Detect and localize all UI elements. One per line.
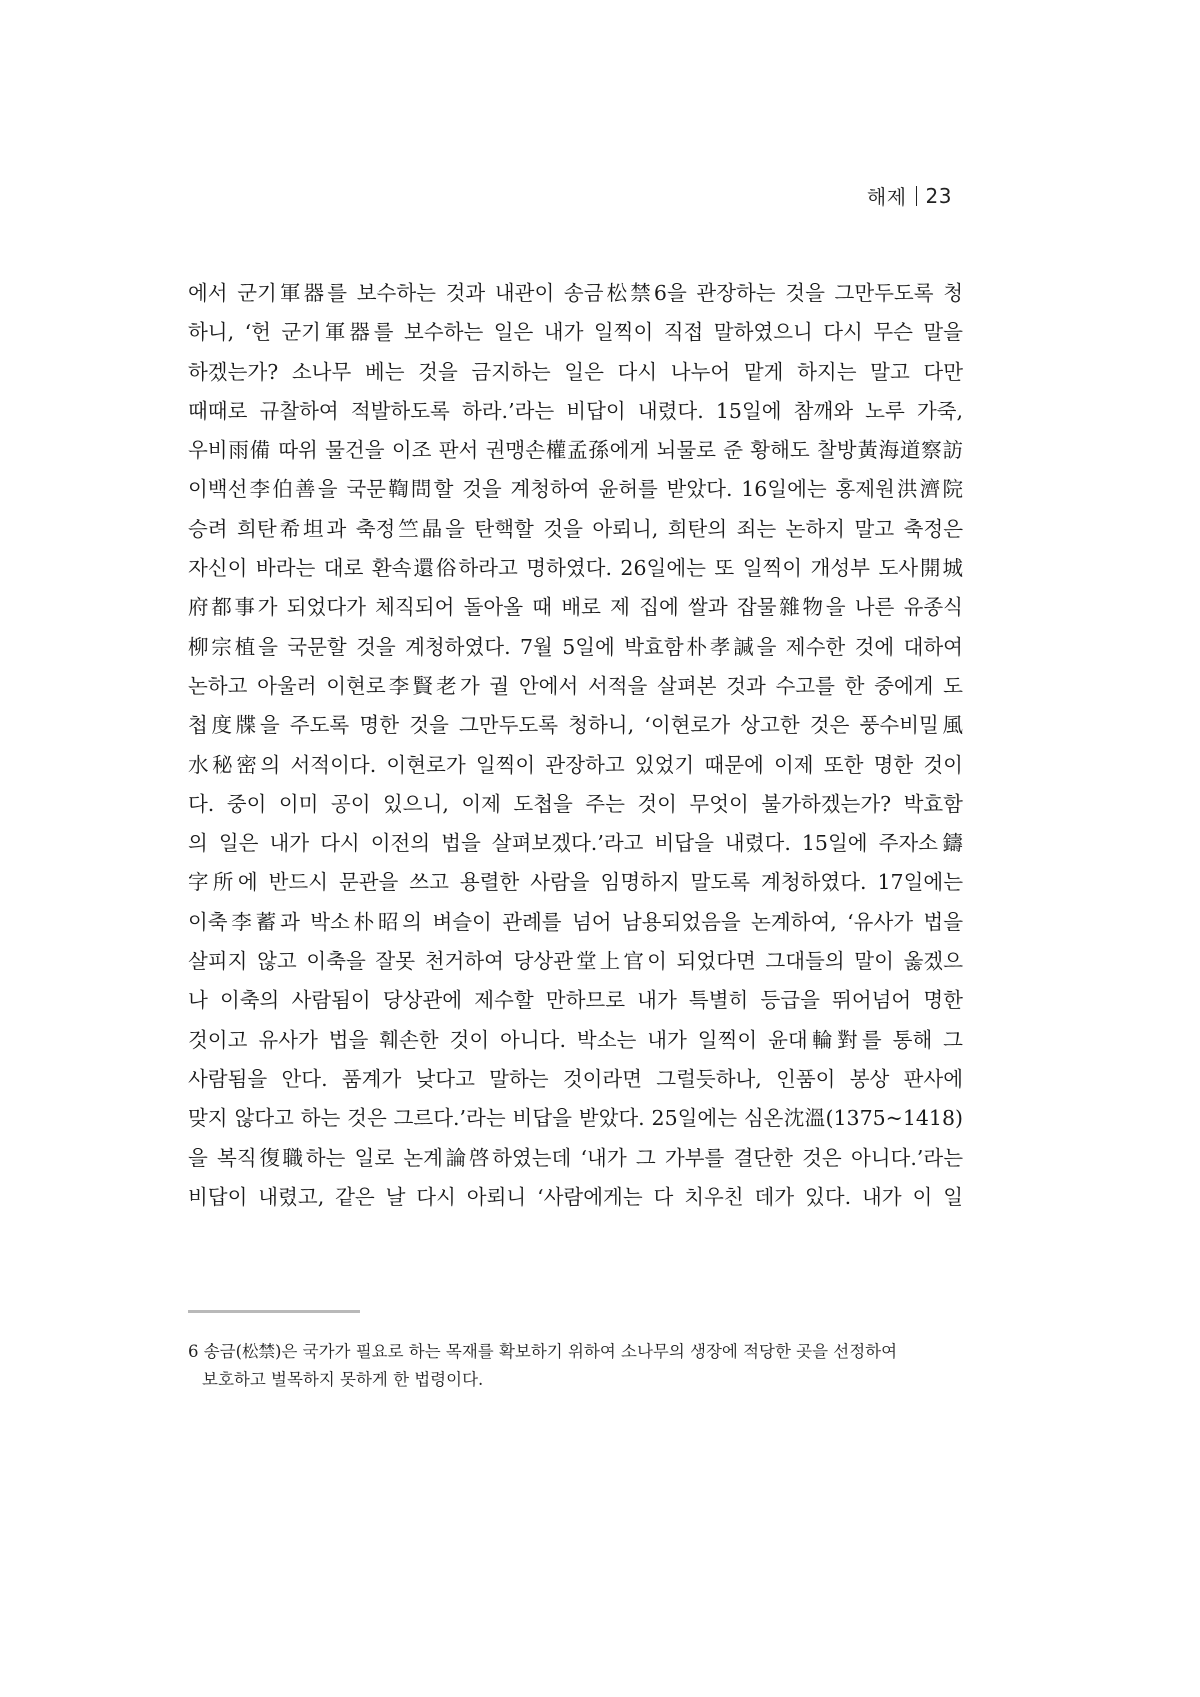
running-head <box>867 181 952 210</box>
body-line: 승려 희탄希坦과 축정竺晶을 탄핵할 것을 아뢰니, 희탄의 죄는 논하지 말고 축정은 <box>188 516 963 541</box>
body-line: 하겠는가? 소나무 베는 것을 금지하는 일은 다시 나누어 맡게 하지는 말고 다만 <box>188 359 963 384</box>
body-line: 다. 중이 이미 공이 있으니, 이제 도첩을 주는 것이 무엇이 불가하겠는가? 박효함 <box>188 791 963 816</box>
body-line: 논하고 아울러 이현로李賢老가 궐 안에서 서적을 살펴본 것과 수고를 한 중에게 도 <box>188 673 963 698</box>
body-line: 府都事가 되었다가 체직되어 돌아올 때 배로 제 집에 쌀과 잡물雜物을 나른 유종식 <box>188 595 963 620</box>
body-text <box>188 274 963 1217</box>
body-line: 의 일은 내가 다시 이전의 법을 살펴보겠다.’라고 비답을 내렸다. 15일에 주자소鑄 <box>188 831 963 856</box>
body-line: 때때로 규찰하여 적발하도록 하라.’라는 비답이 내렸다. 15일에 참깨와 노루 가죽, <box>188 398 963 423</box>
header-divider <box>916 186 917 206</box>
body-line: 나 이축의 사람됨이 당상관에 제수할 만하므로 내가 특별히 등급을 뛰어넘어 명한 <box>188 988 963 1013</box>
body-line: 하니, ‘헌 군기軍器를 보수하는 일은 내가 일찍이 직접 말하였으니 다시 무슨 말을 <box>188 320 963 345</box>
body-line: 우비雨備 따위 물건을 이조 판서 권맹손權孟孫에게 뇌물로 준 황해도 찰방黃海道察訪 <box>188 438 963 463</box>
body-line: 水秘密의 서적이다. 이현로가 일찍이 관장하고 있었기 때문에 이제 또한 명한 것이 <box>188 752 963 777</box>
page-number: 23 <box>925 183 952 208</box>
body-line: 첩度牒을 주도록 명한 것을 그만두도록 청하니, ‘이현로가 상고한 것은 풍수비밀風 <box>188 713 963 738</box>
footnote-line: 6 송금(松禁)은 국가가 필요로 하는 목재를 확보하기 위하여 소나무의 생장에 적당한 곳을 선정하여 <box>188 1342 898 1361</box>
body-line: 살피지 않고 이축을 잘못 천거하여 당상관堂上官이 되었다면 그대들의 말이 옳겠으 <box>188 949 963 974</box>
body-line: 字所에 반드시 문관을 쓰고 용렬한 사람을 임명하지 말도록 계청하였다. 17일에는 <box>188 870 963 895</box>
body-line: 柳宗植을 국문할 것을 계청하였다. 7월 5일에 박효함朴孝諴을 제수한 것에 대하여 <box>188 634 963 659</box>
body-line: 맞지 않다고 하는 것은 그르다.’라는 비답을 받았다. 25일에는 심온沈溫(1375~1418) <box>188 1106 963 1131</box>
footnote-separator <box>188 1310 360 1313</box>
body-line: 을 복직復職하는 일로 논계論啓하였는데 ‘내가 그 가부를 결단한 것은 아니다.’라는 <box>188 1145 963 1170</box>
footnote-line: 보호하고 벌목하지 못하게 한 법령이다. <box>202 1370 484 1389</box>
body-line: 것이고 유사가 법을 훼손한 것이 아니다. 박소는 내가 일찍이 윤대輪對를 통해 그 <box>188 1027 963 1052</box>
body-line: 에서 군기軍器를 보수하는 것과 내관이 송금松禁6을 관장하는 것을 그만두도록 청 <box>188 281 963 305</box>
body-line: 이축李蓄과 박소朴昭의 벼슬이 관례를 넘어 남용되었음을 논계하여, ‘유사가 법을 <box>188 909 963 934</box>
body-line: 사람됨을 안다. 품계가 낮다고 말하는 것이라면 그럴듯하나, 인품이 봉상 판사에 <box>188 1066 963 1091</box>
section-title: 해제 <box>866 185 907 209</box>
body-line: 비답이 내렸고, 같은 날 다시 아뢰니 ‘사람에게는 다 치우친 데가 있다. 내가 이 일 <box>188 1184 963 1209</box>
footnote <box>188 1338 963 1394</box>
body-line: 이백선李伯善을 국문鞫問할 것을 계청하여 윤허를 받았다. 16일에는 홍제원洪濟院 <box>188 477 963 502</box>
body-line: 자신이 바라는 대로 환속還俗하라고 명하였다. 26일에는 또 일찍이 개성부 도사開城 <box>188 556 963 581</box>
